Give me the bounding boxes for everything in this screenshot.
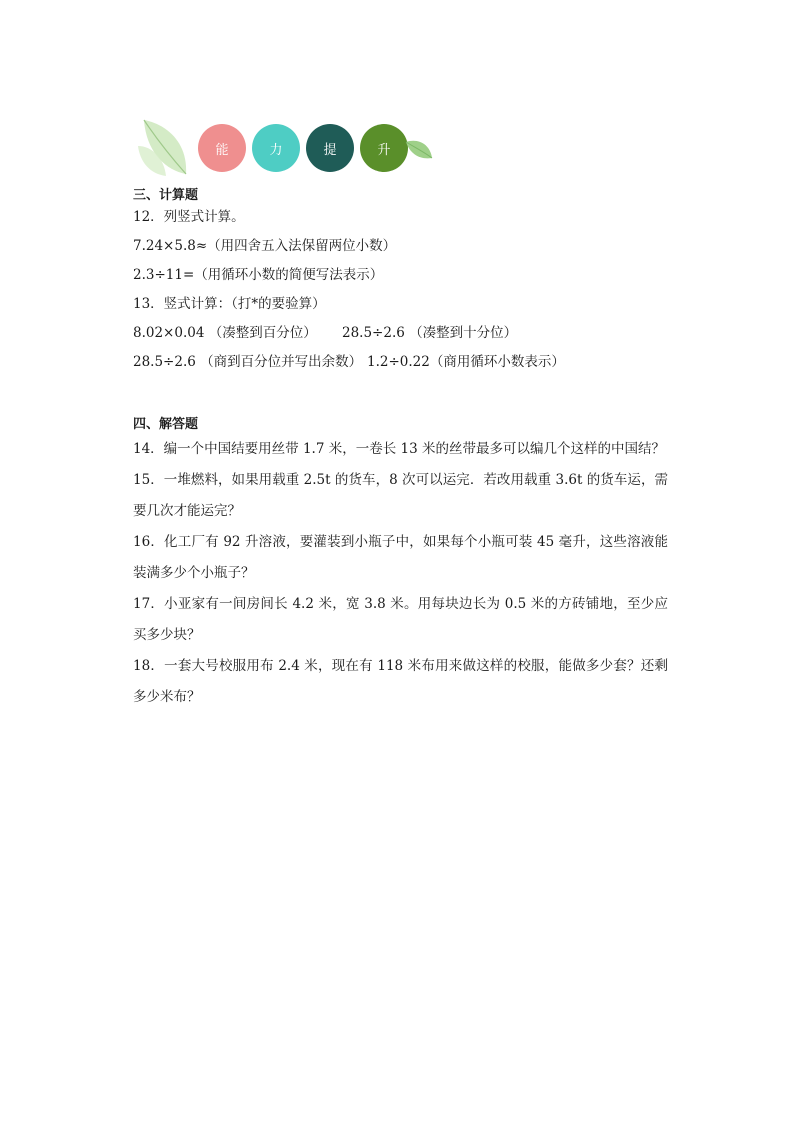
q16: 16．化工厂有 92 升溶液，要灌装到小瓶子中，如果每个小瓶可装 45 毫升，这些溶液能装满多少个小瓶子？ (133, 534, 668, 581)
section4-heading: 四、解答题 (133, 417, 199, 432)
q13-item1: 8.02×0.04 （凑整到百分位） (133, 325, 317, 341)
worksheet-content (133, 186, 673, 713)
q12-title: 12．列竖式计算。 (133, 209, 245, 225)
q18: 18．一套大号校服用布 2.4 米，现在有 118 米布用来做这样的校服，能做多少套？还剩多少米布？ (133, 658, 668, 705)
q13-item2: 28.5÷2.6 （凑整到十分位） (342, 325, 518, 341)
q13-row1 (133, 324, 673, 342)
q12-item2: 2.3÷11=（用循环小数的简便写法表示） (133, 267, 384, 283)
banner-circle-3: 提 (306, 124, 354, 172)
q14: 14．编一个中国结要用丝带 1.7 米，一卷长 13 米的丝带最多可以编几个这样的中国结？ (133, 441, 665, 457)
leaf-right-icon (404, 138, 434, 162)
banner-circle-2: 力 (252, 124, 300, 172)
section-banner (136, 116, 436, 178)
banner-circles (198, 124, 408, 172)
q15: 15．一堆燃料，如果用载重 2.5t 的货车，8 次可以运完．若改用载重 3.6t 的货车运，需要几次才能运完？ (133, 472, 668, 519)
q13-row2 (133, 353, 673, 371)
q13-item3: 28.5÷2.6 （商到百分位并写出余数） (133, 354, 363, 370)
q17: 17．小亚家有一间房间长 4.2 米，宽 3.8 米。用每块边长为 0.5 米的方砖铺地，至少应买多少块？ (133, 596, 668, 643)
q13-item4: 1.2÷0.22（商用循环小数表示） (367, 354, 565, 370)
banner-circle-4: 升 (360, 124, 408, 172)
q13-title: 13．竖式计算：（打*的要验算） (133, 296, 326, 312)
banner-circle-1: 能 (198, 124, 246, 172)
section3-heading: 三、计算题 (133, 188, 199, 203)
leaf-left-icon (136, 116, 196, 178)
q12-item1: 7.24×5.8≈（用四舍五入法保留两位小数） (133, 238, 397, 254)
